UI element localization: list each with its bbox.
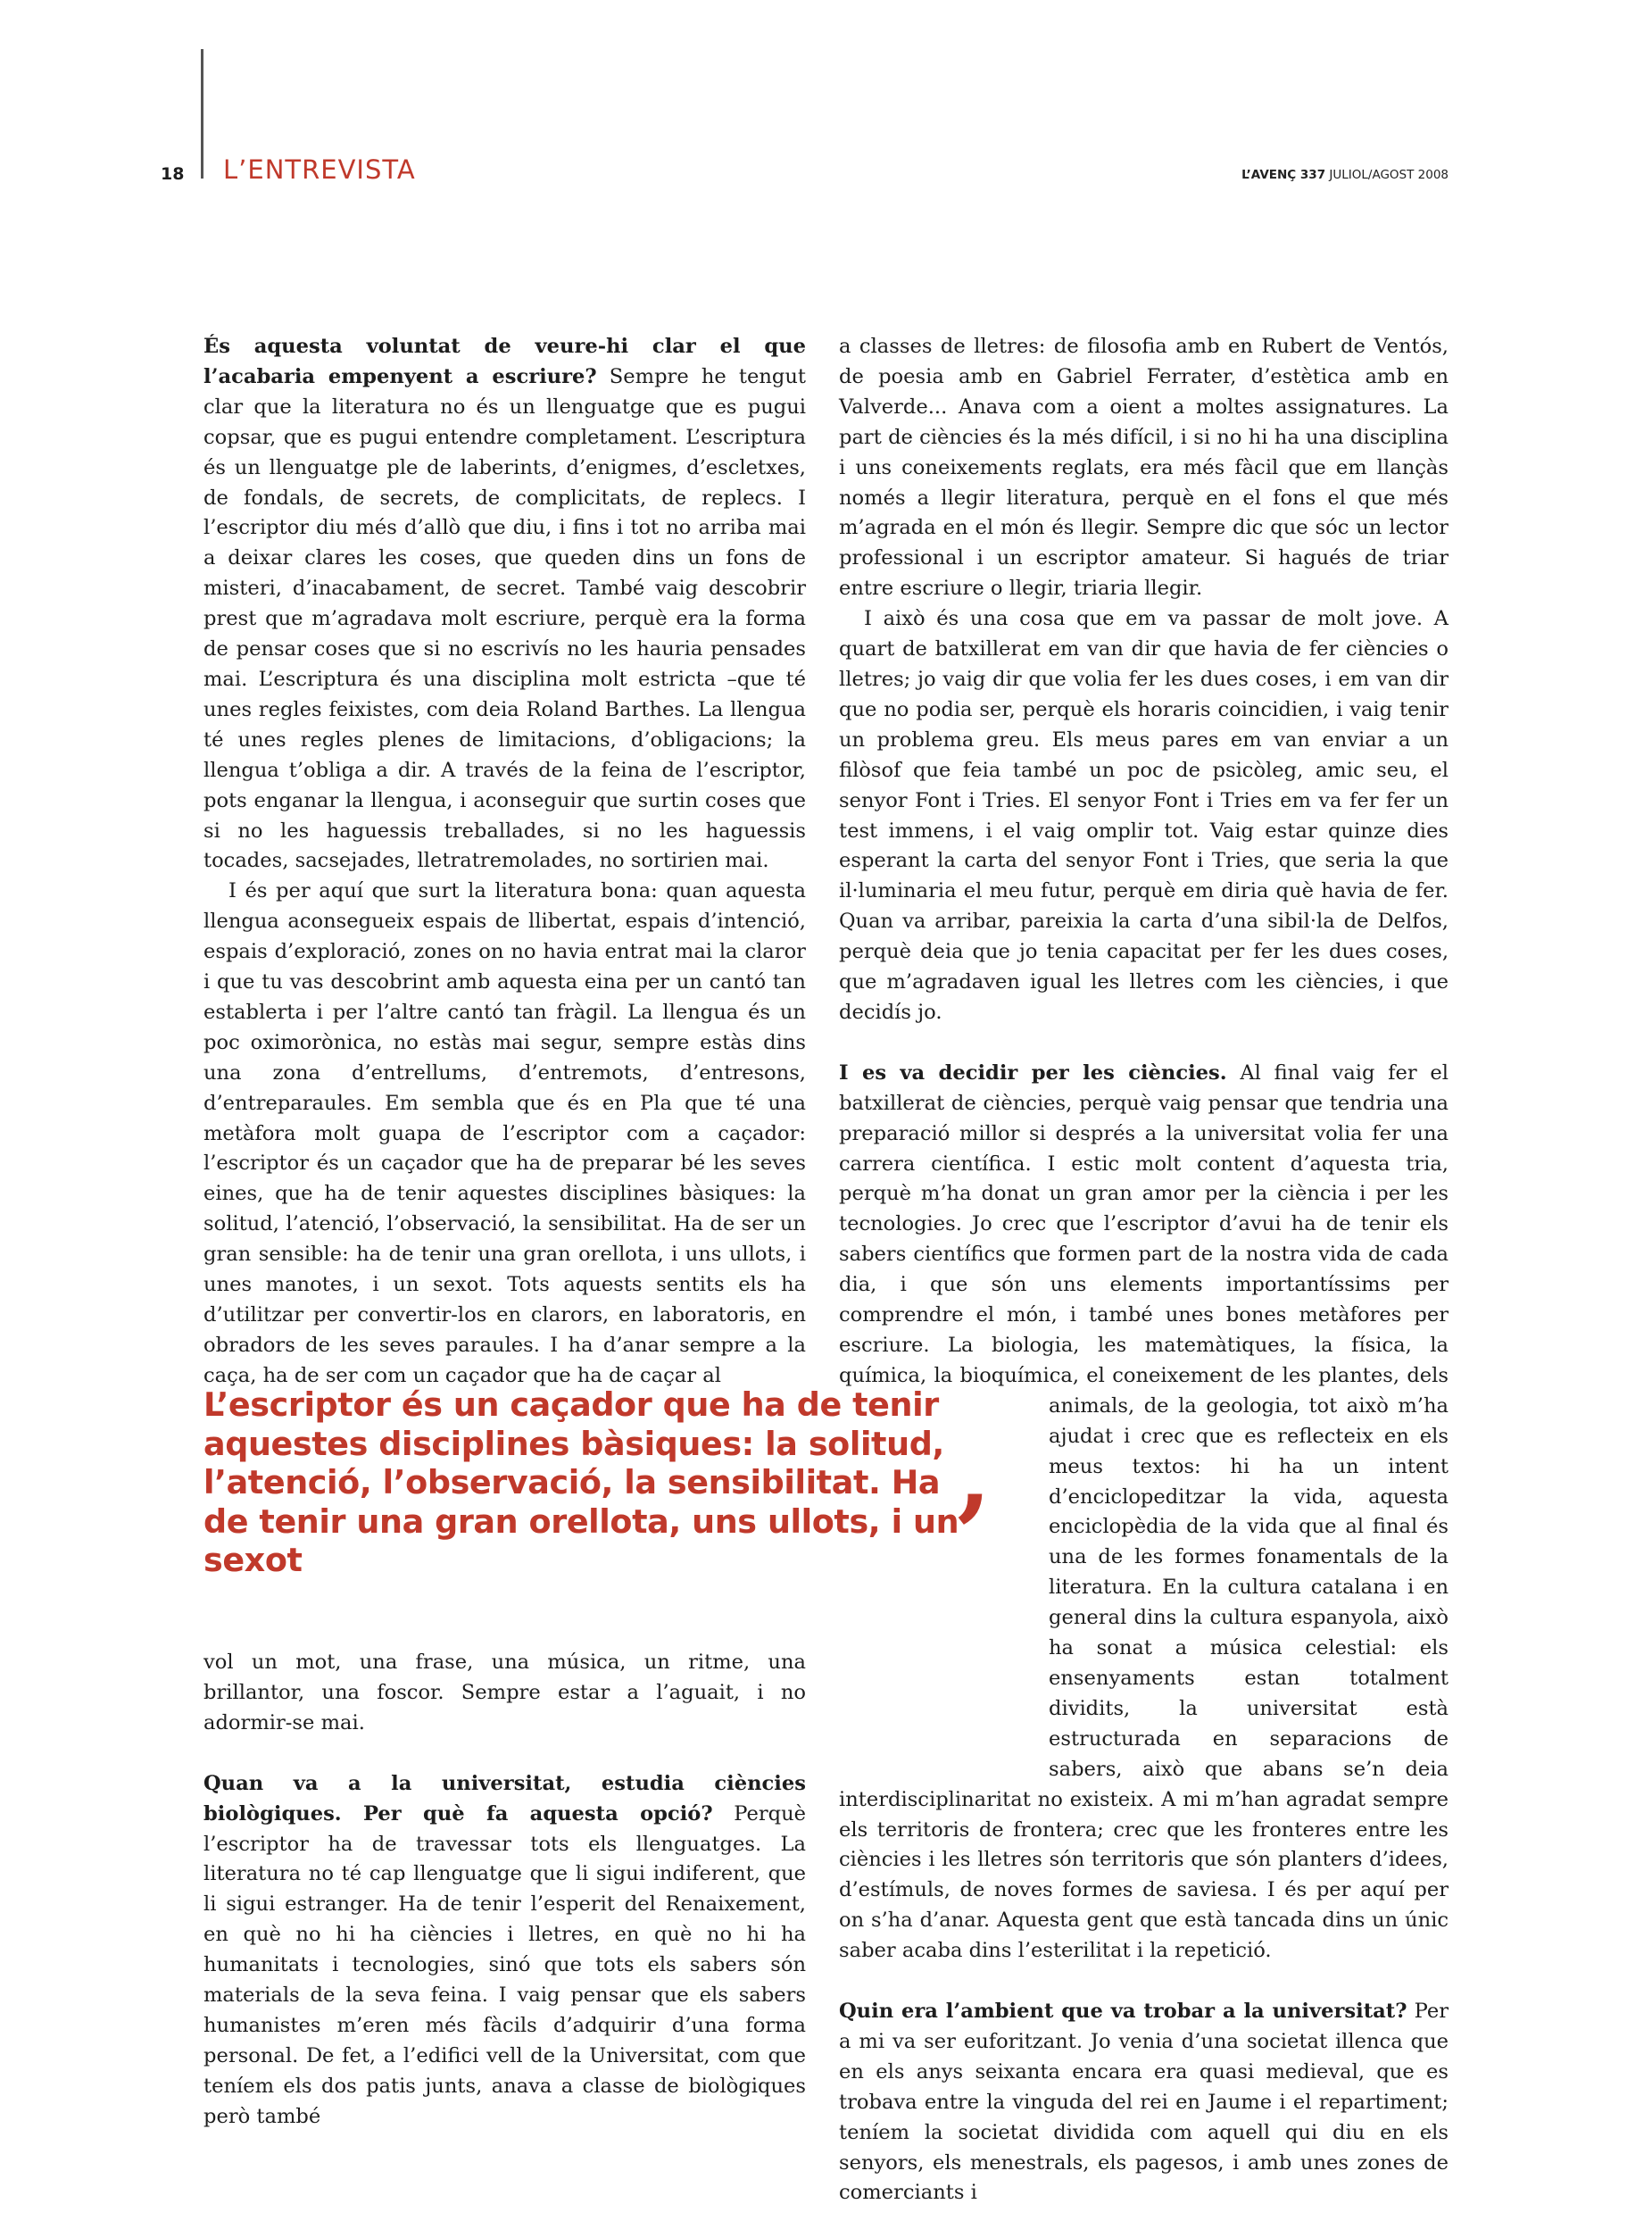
paragraph: I això és una cosa que em va passar de molt jove. A quart de batxillerat em van dir que havia de fer ciències o lletres; jo vaig dir que volia fer les dues coses, i em van dir que no podia ser, perquè els horaris coincidien, i vaig tenir un problema greu. Els meus pares em van enviar a un filòsof que feia també un poc de psicòleg, amic seu, el senyor Font i Tries. El senyor Font i Tries em va fer fer un test immens, i el vaig omplir tot. Vaig estar quinze dies esperant la carta del senyor Font i Tries, que seria la que il·luminaria el meu futur, perquè em diria què havia de fer. Quan va arribar, pareixia la carta d’una sibil·la de Delfos, perquè deia que jo tenia capacitat per fer les dues coses, que m’agradaven igual les lletres com les ciències, i que decidís jo.	[839, 607, 1449, 1024]
answer-text: Sempre he tengut clar que la literatura no és un llenguatge que es pugui copsar, que es pugui entendre completament. L’escriptura és un llenguatge ple de laberints, d’enigmes, d’escletxes, de fondals, de secrets, de complicitats, de replecs. I l’escriptor diu més d’allò que diu, i fins i tot no arriba mai a deixar clares les coses, que queden dins un fons de misteri, d’inacabament, de secret. També vaig descobrir prest que m’agradava molt escriure, perquè era la forma de pensar coses que si no escrivís no les hauria pensades mai. L’escriptura és una disciplina molt estricta –que té unes regles feixistes, com deia Roland Barthes. La llengua té unes regles plenes de limitacions, d’obligacions; la llengua t’obliga a dir. A través de la feina de l’escriptor, pots enganar la llengua, i aconseguir que surtin coses que si no les haguessis treballades, si no les haguessis tocades, sacsejades, lletratremolades, no sortirien mai.	[203, 364, 806, 873]
interview-question: Quan va a la universitat, estudia ciències biològiques. Per què fa aquesta opció?	[203, 1771, 806, 1826]
interview-question: És aquesta voluntat de veure-hi clar el que l’acabaria empenyent a escriure?	[203, 335, 806, 388]
page-number: 18	[161, 164, 185, 184]
right-column	[839, 332, 1449, 2208]
left-column-bottom	[203, 1648, 806, 2133]
magazine-name: L’AVENÇ 337	[1241, 168, 1326, 182]
section-title: L’ENTREVISTA	[223, 154, 416, 185]
paragraph	[203, 1769, 806, 2133]
paragraph	[203, 332, 806, 877]
paragraph	[839, 1059, 1449, 1967]
pull-quote-clearance	[839, 1392, 1049, 1756]
interview-question: I es va decidir per les ciències.	[839, 1060, 1227, 1085]
paragraph: vol un mot, una frase, una música, un ritme, una brillantor, una foscor. Sempre estar a l’aguait, i no adormir-se mai.	[203, 1651, 806, 1734]
magazine-masthead	[1241, 168, 1449, 182]
issue-date: JULIOL/AGOST 2008	[1329, 168, 1449, 182]
left-column-top	[203, 332, 806, 1392]
answer-text: Al final vaig fer el batxillerat de ciències, perquè vaig pensar que tendria una preparació millor si després a la universitat volia fer una carrera científica. I estic molt content d’aquesta tria, perquè m’ha donat un gran amor per la ciència i per les tecnologies. Jo crec que l’escriptor d’avui ha de tenir els sabers científics que formen part de la nostra vida de cada dia, i que són uns elements importantíssims per comprendre el món, i també unes bones metàfores per escriure. La biologia, les matemàtiques, la física, la química, la bioquímica, el coneixement de les plantes, dels animals, de la geologia, tot això m’ha ajudat i crec que es reflecteix en els meus textos: hi ha un intent d’enciclopeditzar la vida, aquesta enciclopèdia de la vida que al final és una de les formes fonamentals de la literatura. En la cultura catalana i en general dins la cultura espanyola, això ha sonat a música celestial: els ensenyaments estan totalment dividits, la universitat està estructurada en separacions de sabers, això que abans se’n deia interdisciplinaritat no existeix. A mi m’han agradat sempre els territoris de frontera; crec que les fronteres entre les ciències i les lletres són territoris que són planters d’idees, d’estímuls, de noves formes de saviesa. I és per aquí per on s’ha d’anar. Aquesta gent que està tancada dins un únic saber acaba dins l’esterilitat i la repetició.	[839, 1060, 1449, 1963]
closing-quote-mark: ’	[953, 1472, 991, 1598]
paragraph: I és per aquí que surt la literatura bona: quan aquesta llengua aconsegueix espais de llibertat, espais d’intenció, espais d’exploració, zones on no havia entrat mai la claror i que tu vas descobrint amb aquesta eina per un cantó tan establerta i per l’altre cantó tan fràgil. La llengua és un poc oximorònica, no estàs mai segur, sempre estàs dins una zona d’entrellums, d’entremots, d’entresons, d’entreparaules. Em sembla que és en Pla que té una metàfora molt guapa de l’escriptor com a caçador: l’escriptor és un caçador que ha de preparar bé les seves eines, que ha de tenir aquestes disciplines bàsiques: la solitud, l’atenció, l’observació, la sensibilitat. Ha de ser un gran sensible: ha de tenir una gran orellota, i uns ullots, i unes manotes, i un sexot. Tots aquests sentits els ha d’utilitzar per convertir-los en clarors, en laboratoris, en obradors de les seves paraules. I ha d’anar sempre a la caça, ha de ser com un caçador que ha de caçar al	[203, 879, 806, 1387]
pull-quote: L’escriptor és un caçador que ha de tenir aquestes disciplines bàsiques: la solitud, l’atenció, l’observació, la sensibilitat. Ha de tenir una gran orellota, uns ullots, i un sexot	[203, 1385, 959, 1579]
answer-text: Perquè l’escriptor ha de travessar tots els llenguatges. La literatura no té cap llenguatge que li sigui indiferent, que li sigui estranger. Ha de tenir l’esperit del Renaixement, en què no hi ha ciències i lletres, en què no hi ha humanitats i tecnologies, sinó que tots els sabers són materials de la seva feina. I vaig pensar que els sabers humanistes m’eren més fàcils d’adquirir d’una forma personal. De fet, a l’edifici vell de la Universitat, com que teníem els dos patis junts, anava a classe de biològiques però també	[203, 1801, 807, 2128]
interview-question: Quin era l’ambient que va trobar a la universitat?	[839, 2000, 1407, 2024]
answer-text: Per a mi va ser euforitzant. Jo venia d’una societat illenca que en els anys seixanta encara era quasi medieval, que es trobava entre la vinguda del rei en Jaume i el repartiment; teníem la societat dividida com aquell qui diu en els senyors, els menestrals, els pagesos, i amb unes zones de comerciants i	[839, 2000, 1449, 2205]
paragraph: a classes de lletres: de filosofia amb en Rubert de Ventós, de poesia amb en Gabriel Ferrater, d’estètica amb en Valverde... Anava com a oient a moltes assignatures. La part de ciències és la més difícil, i si no hi ha una disciplina i uns coneixements reglats, era més fàcil que em llançàs només a llegir literatura, perquè en el fons el que més m’agrada en el món és llegir. Sempre dic que sóc un lector professional i un escriptor amateur. Si hagués de triar entre escriure o llegir, triaria llegir.	[839, 335, 1449, 601]
header-rule	[201, 49, 203, 179]
paragraph	[839, 1997, 1449, 2208]
